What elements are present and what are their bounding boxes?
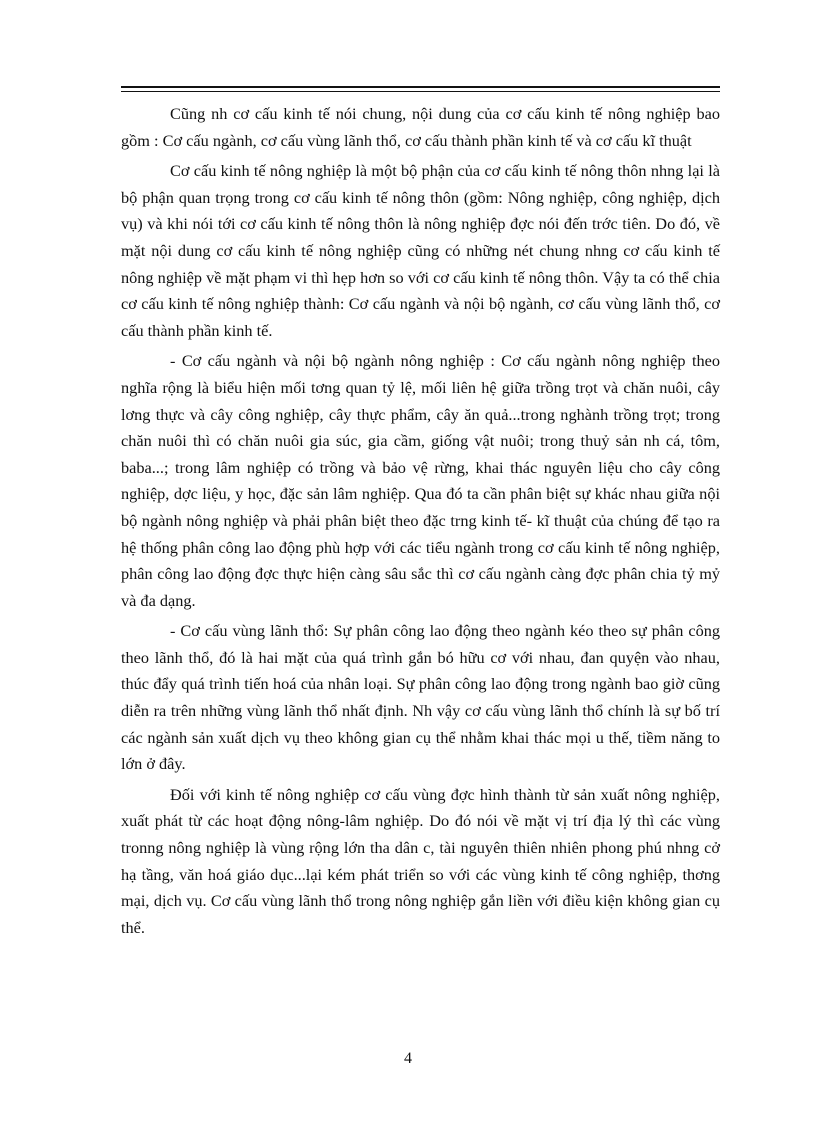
document-body bbox=[121, 101, 720, 941]
header-rule-thin bbox=[121, 91, 720, 92]
paragraph: Đối với kinh tế nông nghiệp cơ cấu vùng đợc hình thành từ sản xuất nông nghiệp, xuất phát từ các hoạt động nông-lâm nghiệp. Do đó nói về mặt vị trí địa lý thì các vùng tronng nông nghiệp là vùng rộng lớn tha dân c, tài nguyên thiên nhiên phong phú nhng cở hạ tầng, văn hoá giáo dục...lại kém phát triển so với các vùng kinh tế công nghiệp, thơng mại, dịch vụ. Cơ cấu vùng lãnh thổ trong nông nghiệp gắn liền với điều kiện không gian cụ thể. bbox=[121, 784, 720, 937]
paragraph: Cũng nh cơ cấu kinh tế nói chung, nội dung của cơ cấu kinh tế nông nghiệp bao gồm : Cơ cấu ngành, cơ cấu vùng lãnh thổ, cơ cấu thành phần kinh tế và cơ cấu kĩ thuật bbox=[121, 104, 720, 150]
header-rule-thick bbox=[121, 86, 720, 88]
page-number: 4 bbox=[404, 1050, 412, 1067]
paragraph: Cơ cấu kinh tế nông nghiệp là một bộ phận của cơ cấu kinh tế nông thôn nhng lại là bộ phận quan trọng trong cơ cấu kinh tế nông thôn (gồm: Nông nghiệp, công nghiệp, dịch vụ) và khi nói tới cơ cấu kinh tế nông thôn là nông nghiệp đợc nói đến trớc tiên. Do đó, về mặt nội dung cơ cấu kinh tế nông nghiệp cũng có những nét chung nhng cơ cấu kinh tế nông nghiệp về mặt phạm vi thì hẹp hơn so với cơ cấu kinh tế nông thôn. Vậy ta có thể chia cơ cấu kinh tế nông nghiệp thành: Cơ cấu ngành và nội bộ ngành, cơ cấu vùng lãnh thổ, cơ cấu thành phần kinh tế. bbox=[121, 161, 720, 340]
paragraph: - Cơ cấu ngành và nội bộ ngành nông nghiệp : Cơ cấu ngành nông nghiệp theo nghĩa rộng là biểu hiện mối tơng quan tỷ lệ, mối liên hệ giữa trồng trọt và chăn nuôi, cây lơng thực và cây công nghiệp, cây thực phẩm, cây ăn quả...trong nghành trồng trọt; trong chăn nuôi thì có chăn nuôi gia súc, gia cầm, giống vật nuôi; trong thuỷ sản nh cá, tôm, baba...; trong lâm nghiệp có trồng và bảo vệ rừng, khai thác nguyên liệu cho cây công nghiệp, dợc liệu, y học, đặc sản lâm nghiệp. Qua đó ta cần phân biệt sự khác nhau giữa nội bộ ngành nông nghiệp và phải phân biệt theo đặc trng kinh tế- kĩ thuật của chúng để tạo ra hệ thống phân công lao động phù hợp với các tiểu ngành trong cơ cấu kinh tế nông nghiệp, phân công lao động đợc thực hiện càng sâu sắc thì cơ cấu ngành càng đợc phân chia tỷ mỷ và đa dạng. bbox=[121, 351, 720, 610]
paragraph: - Cơ cấu vùng lãnh thổ: Sự phân công lao động theo ngành kéo theo sự phân công theo lãnh thổ, đó là hai mặt của quá trình gắn bó hữu cơ với nhau, đan quyện vào nhau, thúc đẩy quá trình tiến hoá của nhân loại. Sự phân công lao động trong ngành bao giờ cũng diễn ra trên những vùng lãnh thổ nhất định. Nh vậy cơ cấu vùng lãnh thổ chính là sự bố trí các ngành sản xuất dịch vụ theo không gian cụ thể nhằm khai thác mọi u thế, tiềm năng to lớn ở đây. bbox=[121, 621, 720, 774]
